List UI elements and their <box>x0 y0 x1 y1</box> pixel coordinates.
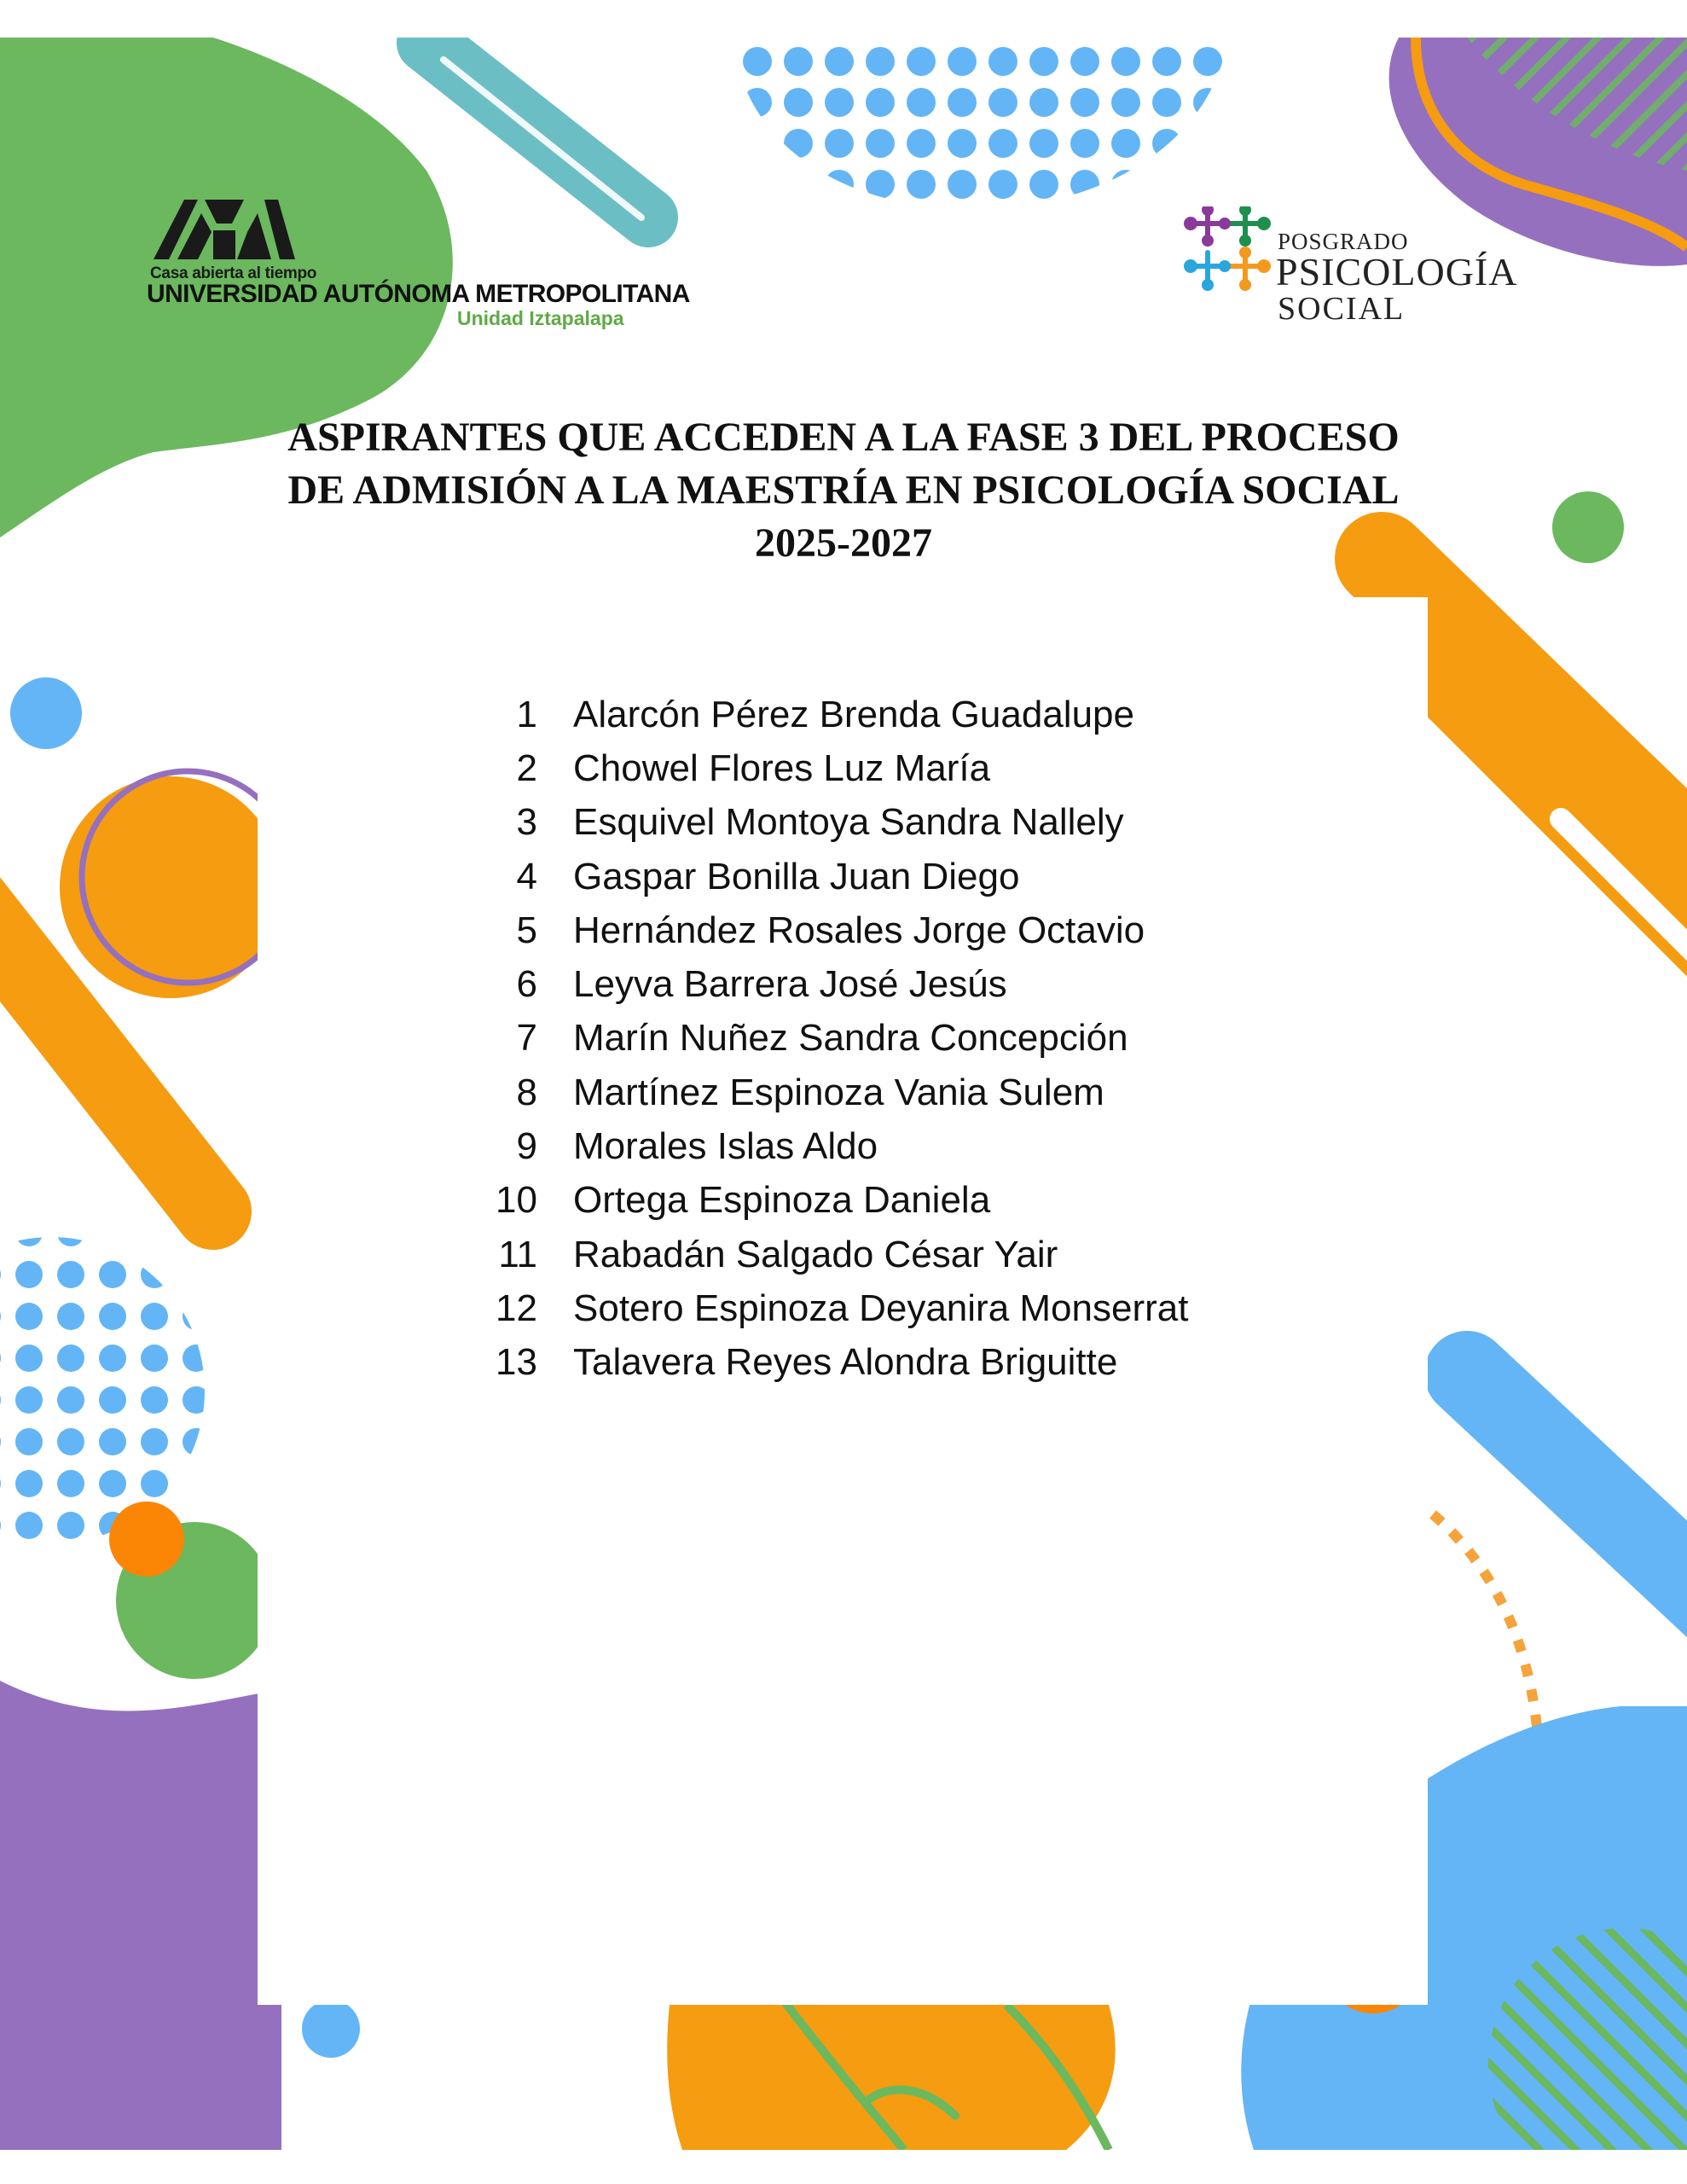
uam-name: UNIVERSIDAD AUTÓNOMA METROPOLITANA <box>147 280 690 308</box>
list-item <box>461 1174 1188 1228</box>
item-number: 3 <box>516 801 537 844</box>
list-item <box>461 796 1188 850</box>
page-title <box>0 411 1687 570</box>
title-line-2: DE ADMISIÓN A LA MAESTRÍA EN PSICOLOGÍA SOCIAL <box>287 468 1400 513</box>
psicologia-label: PSICOLOGÍA <box>1276 250 1518 293</box>
title-line-1: ASPIRANTES QUE ACCEDEN A LA FASE 3 DEL PROCESO <box>287 415 1400 460</box>
applicant-name: Marín Nuñez Sandra Concepción <box>573 1017 1128 1060</box>
applicant-name: Esquivel Montoya Sandra Nallely <box>573 801 1124 844</box>
item-number: 13 <box>496 1341 537 1384</box>
list-item <box>461 1012 1188 1066</box>
list-item <box>461 903 1188 957</box>
list-item <box>461 1336 1188 1390</box>
item-number: 6 <box>516 963 537 1006</box>
applicant-name: Martínez Espinoza Vania Sulem <box>573 1071 1104 1113</box>
posgrado-logo <box>1177 203 1535 331</box>
item-number: 11 <box>498 1233 537 1275</box>
applicant-name: Leyva Barrera José Jesús <box>573 963 1007 1006</box>
uam-tagline: Casa abierta al tiempo <box>150 264 317 282</box>
item-number: 10 <box>496 1179 537 1222</box>
list-item <box>461 1119 1188 1173</box>
uam-unit: Unidad Iztapalapa <box>457 307 624 329</box>
applicant-name: Chowel Flores Luz María <box>573 746 991 789</box>
list-item <box>461 850 1188 903</box>
applicant-name: Morales Islas Aldo <box>573 1125 878 1168</box>
item-number: 7 <box>516 1017 537 1060</box>
social-label: SOCIAL <box>1278 291 1406 327</box>
uam-mark-icon <box>152 198 297 261</box>
applicant-name: Gaspar Bonilla Juan Diego <box>573 855 1020 897</box>
dotted-half-circle-top <box>733 38 1228 217</box>
applicant-name: Ortega Espinoza Daniela <box>573 1179 991 1222</box>
list-item <box>461 1066 1188 1119</box>
applicant-list <box>461 688 1188 1390</box>
applicant-name: Rabadán Salgado César Yair <box>573 1233 1058 1275</box>
molecule-network-icon <box>1182 206 1271 300</box>
blue-dot-bottom-left <box>302 2000 360 2058</box>
dark-orange-dot-left <box>109 1502 184 1577</box>
posgrado-label: POSGRADO <box>1278 229 1409 254</box>
list-item <box>461 1228 1188 1281</box>
item-number: 2 <box>516 746 537 789</box>
applicant-name: Alarcón Pérez Brenda Guadalupe <box>573 693 1134 735</box>
item-number: 1 <box>516 693 537 735</box>
item-number: 8 <box>516 1071 537 1113</box>
item-number: 5 <box>516 909 537 951</box>
list-item <box>461 741 1188 795</box>
applicant-name: Hernández Rosales Jorge Octavio <box>573 909 1145 951</box>
applicant-name: Sotero Espinoza Deyanira Monserrat <box>573 1287 1189 1329</box>
blue-diagonal-right <box>1467 1374 1687 1612</box>
purple-blob-bottom-left <box>0 1681 281 2150</box>
list-item <box>461 1281 1188 1335</box>
blue-circle-left <box>10 677 82 749</box>
applicant-name: Talavera Reyes Alondra Briguitte <box>573 1341 1118 1384</box>
title-line-3: 2025-2027 <box>755 520 932 566</box>
item-number: 4 <box>516 855 537 897</box>
item-number: 12 <box>496 1287 537 1329</box>
list-item <box>461 688 1188 741</box>
item-number: 9 <box>516 1125 537 1168</box>
list-item <box>461 957 1188 1011</box>
uam-logo <box>145 198 690 334</box>
